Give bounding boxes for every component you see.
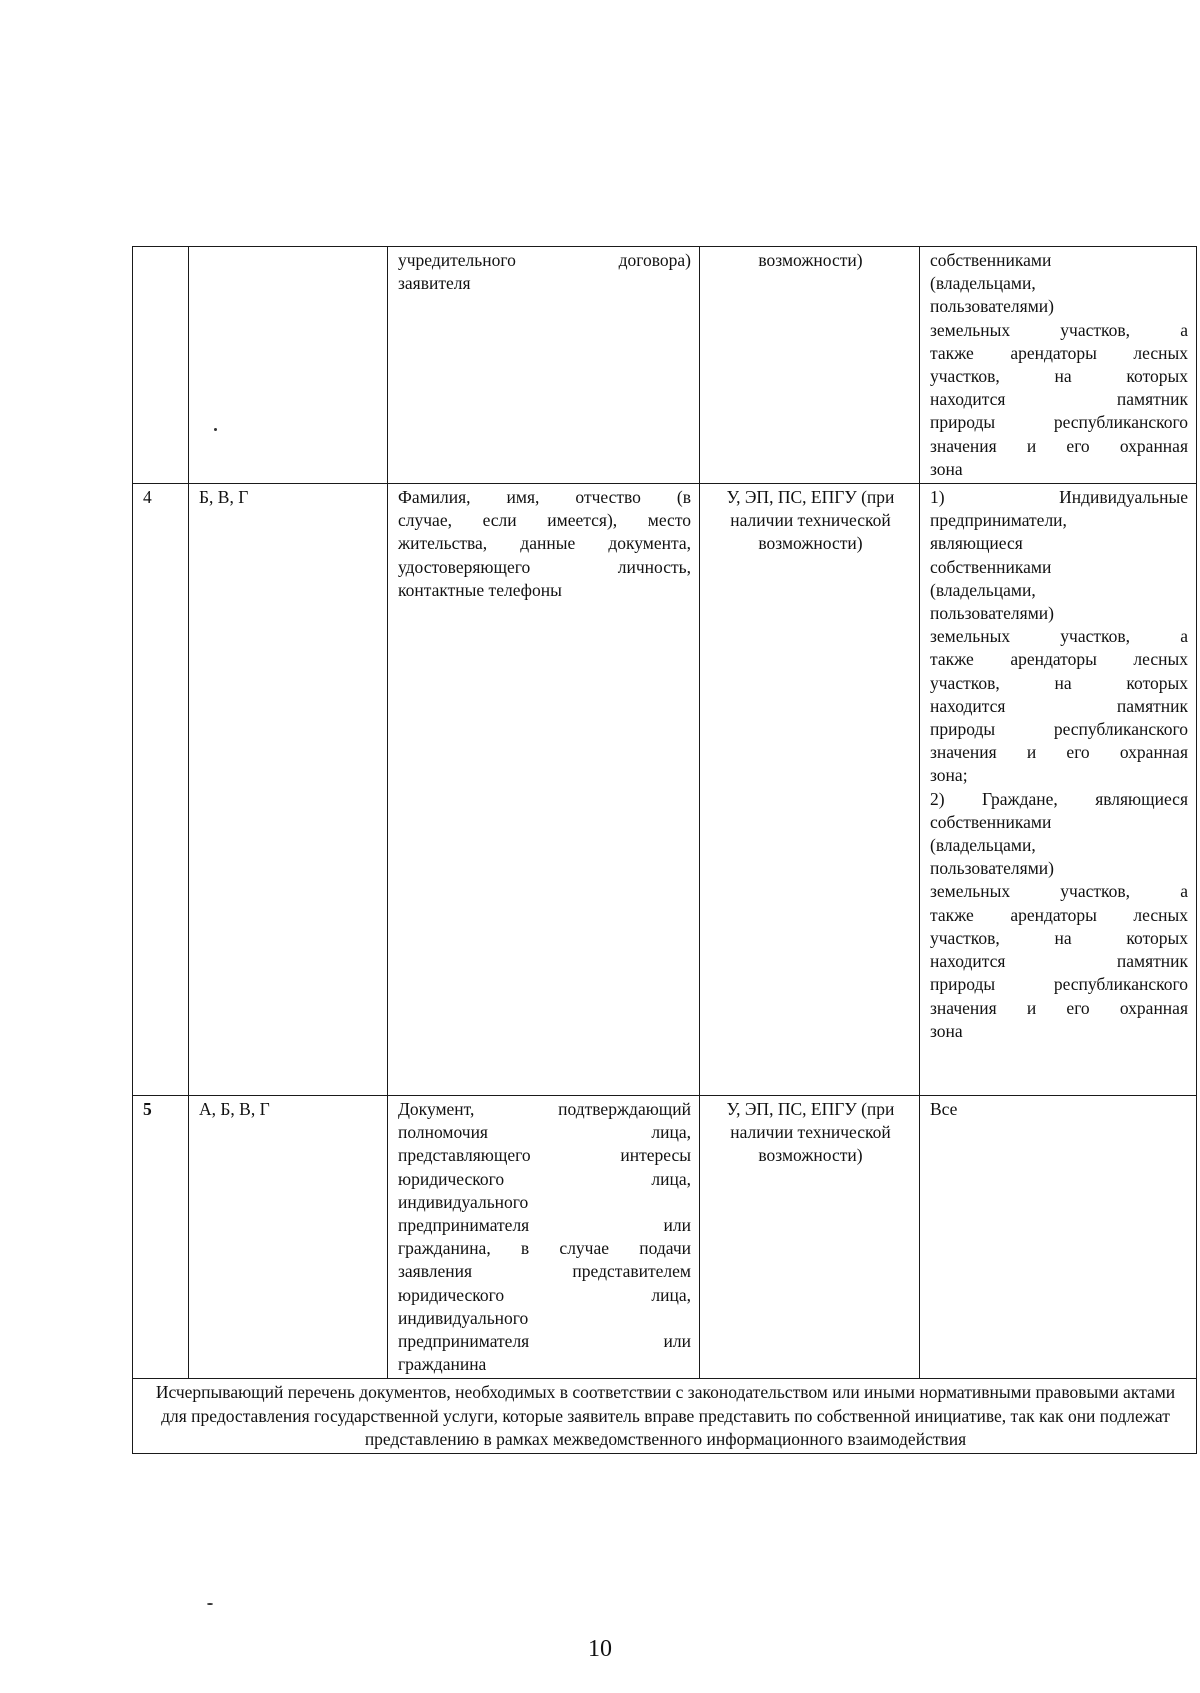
scan-speck bbox=[214, 428, 217, 431]
text-line: являющиеся bbox=[930, 533, 1023, 554]
row-number-cell bbox=[133, 247, 189, 484]
text-line: зона bbox=[930, 1020, 963, 1041]
text-line: природы республиканского bbox=[930, 974, 1188, 995]
submission-method-cell: возможности) bbox=[700, 247, 920, 484]
documents-table bbox=[132, 246, 1197, 1454]
text-line: предприниматели, bbox=[930, 510, 1067, 531]
text-line: заявителя bbox=[398, 273, 471, 294]
text-line: собственниками bbox=[930, 250, 1052, 270]
text-line: представляющего интересы bbox=[398, 1145, 691, 1166]
text-line: участков, на которых bbox=[930, 927, 1188, 948]
text-line: (владельцами, bbox=[930, 835, 1036, 856]
text-line: находится памятник bbox=[930, 389, 1188, 410]
text-line: контактные телефоны bbox=[398, 579, 562, 600]
text-line: гражданина, в случае подачи bbox=[398, 1238, 691, 1259]
text-line: земельных участков, а bbox=[930, 626, 1188, 647]
scan-speck bbox=[207, 1603, 213, 1605]
text-line: индивидуального bbox=[398, 1191, 529, 1212]
applicants-cell bbox=[920, 247, 1197, 484]
text-line: 2) Граждане, являющиеся bbox=[930, 788, 1188, 809]
text-line: собственниками bbox=[930, 556, 1052, 577]
text-line: индивидуального bbox=[398, 1307, 529, 1328]
text-line: зона; bbox=[930, 765, 968, 786]
table-note-row bbox=[133, 1379, 1197, 1454]
text-line: находится памятник bbox=[930, 951, 1188, 972]
text-line: (владельцами, bbox=[930, 579, 1036, 600]
text-line: также арендаторы лесных bbox=[930, 904, 1188, 925]
row-number-cell: 5 bbox=[133, 1096, 189, 1379]
text-line: предпринимателя или bbox=[398, 1215, 691, 1236]
table-row bbox=[133, 484, 1197, 1096]
text-line: юридического лица, bbox=[398, 1284, 691, 1305]
text-line: участков, на которых bbox=[930, 366, 1188, 387]
text-line: учредительного договора) bbox=[398, 250, 691, 270]
text-line: предпринимателя или bbox=[398, 1331, 691, 1352]
categories-cell: А, Б, В, Г bbox=[189, 1096, 388, 1379]
text-line: также арендаторы лесных bbox=[930, 649, 1188, 670]
text-line: полномочия лица, bbox=[398, 1122, 691, 1143]
categories-cell: Б, В, Г bbox=[189, 484, 388, 1096]
text-line: значения и его охранная bbox=[930, 435, 1188, 456]
text-line: находится памятник bbox=[930, 695, 1188, 716]
text-line: (владельцами, bbox=[930, 273, 1036, 294]
document-info-cell bbox=[388, 1096, 700, 1379]
text-line: пользователями) bbox=[930, 603, 1054, 624]
text-line: собственниками bbox=[930, 811, 1052, 832]
text-line: природы республиканского bbox=[930, 719, 1188, 740]
text-line: участков, на которых bbox=[930, 672, 1188, 693]
text-line: жительства, данные документа, bbox=[398, 533, 691, 554]
document-info-cell bbox=[388, 484, 700, 1096]
text-line: пользователями) bbox=[930, 296, 1054, 317]
text-line: Все bbox=[930, 1099, 958, 1120]
table-row bbox=[133, 1096, 1197, 1379]
text-line: удостоверяющего личность, bbox=[398, 556, 691, 577]
text-line: Документ, подтверждающий bbox=[398, 1099, 691, 1120]
text-line: также арендаторы лесных bbox=[930, 342, 1188, 363]
applicants-cell bbox=[920, 1096, 1197, 1379]
text-line: пользователями) bbox=[930, 858, 1054, 879]
text-line: гражданина bbox=[398, 1354, 487, 1375]
document-info-cell bbox=[388, 247, 700, 484]
text-line: заявления представителем bbox=[398, 1261, 691, 1282]
text-line: юридического лица, bbox=[398, 1168, 691, 1189]
text-line: значения и его охранная bbox=[930, 742, 1188, 763]
text-line: 1) Индивидуальные bbox=[930, 487, 1188, 508]
applicants-cell bbox=[920, 484, 1197, 1096]
submission-method-cell: У, ЭП, ПС, ЕПГУ (при наличии технической возможности) bbox=[700, 1096, 920, 1379]
text-line: Фамилия, имя, отчество (в bbox=[398, 487, 691, 508]
table-note: Исчерпывающий перечень документов, необходимых в соответствии с законодательством или иными нормативными правовыми актами для предоставления государственной услуги, которые заявитель вправе представить по собственной инициативе, так как они подлежат представлению в рамках межведомственного информационного взаимодействия bbox=[133, 1379, 1197, 1454]
text-line: природы республиканского bbox=[930, 412, 1188, 433]
row-number-cell: 4 bbox=[133, 484, 189, 1096]
text-line: земельных участков, а bbox=[930, 881, 1188, 902]
table-row bbox=[133, 247, 1197, 484]
categories-cell bbox=[189, 247, 388, 484]
text-line: случае, если имеется), место bbox=[398, 510, 691, 531]
text-line: земельных участков, а bbox=[930, 319, 1188, 340]
text-line: зона bbox=[930, 458, 963, 479]
text-line: значения и его охранная bbox=[930, 997, 1188, 1018]
submission-method-cell: У, ЭП, ПС, ЕПГУ (при наличии технической возможности) bbox=[700, 484, 920, 1096]
page-number: 10 bbox=[588, 1636, 612, 1662]
